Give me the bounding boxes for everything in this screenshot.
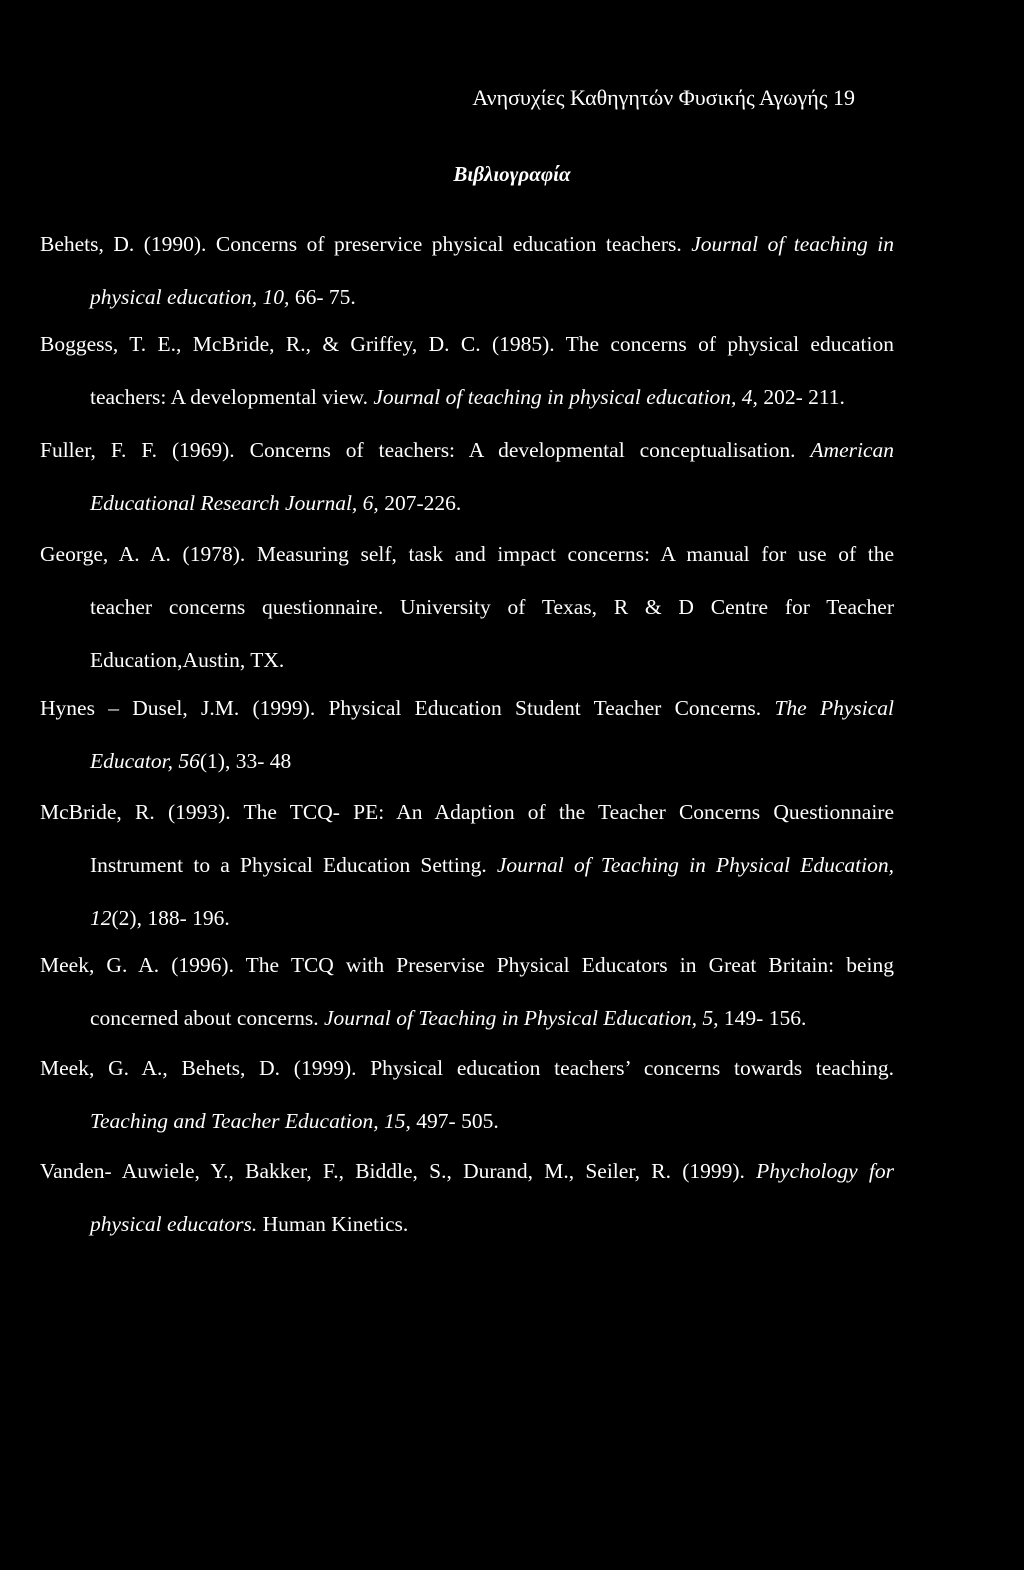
reference-line [42, 218, 894, 271]
reference-line [42, 735, 894, 788]
reference-line [42, 1042, 894, 1095]
reference-journal: Journal of Teaching in Physical Education, [496, 853, 895, 877]
reference-journal: Journal of Teaching in Physical Education, 5, [324, 1006, 719, 1030]
page-header: Ανησυχίες Καθηγητών Φυσικής Αγωγής 19 [472, 85, 855, 110]
reference-journal: The Physical [774, 696, 894, 720]
reference-text: Boggess, T. E., McBride, R., & Griffey, D. C. (1985). The concerns of physical education [40, 332, 894, 356]
reference-text: McBride, R. (1993). The TCQ- PE: An Adaption of the Teacher Concerns Questionnaire [40, 800, 894, 824]
bibliography-title: Βιβλιογραφία [453, 162, 571, 186]
reference-book-title: Phychology for [756, 1159, 894, 1183]
reference-hynes-dusel-1999 [42, 682, 894, 788]
reference-line [42, 318, 894, 371]
reference-text: Meek, G. A., Behets, D. (1999). Physical education teachers’ concerns towards teaching. [40, 1056, 894, 1080]
reference-journal: Teaching and Teacher Education, 15, [90, 1109, 411, 1133]
reference-fuller-1969 [42, 424, 894, 530]
reference-line [42, 634, 894, 687]
reference-journal: Journal of teaching in [691, 232, 894, 256]
reference-line [42, 424, 894, 477]
reference-line [42, 939, 894, 992]
reference-line [42, 581, 894, 634]
reference-line [42, 1145, 894, 1198]
reference-line [42, 992, 894, 1045]
reference-pages: 497- 505. [410, 1109, 499, 1133]
reference-line [42, 892, 894, 945]
reference-pages: (1), 33- 48 [199, 749, 292, 773]
reference-text: George, A. A. (1978). Measuring self, task and impact concerns: A manual for use of the [40, 542, 894, 566]
reference-line [42, 1095, 894, 1148]
reference-text: teacher concerns questionnaire. University of Texas, R & D Centre for Teacher [90, 595, 894, 619]
reference-behets-1990 [42, 218, 894, 324]
reference-text: Education,Austin, TX. [90, 648, 285, 672]
reference-journal: Educational Research Journal, 6, [90, 491, 379, 515]
reference-meek-behets-1999 [42, 1042, 894, 1148]
reference-journal: Educator, 56 [90, 749, 200, 773]
reference-journal: Journal of teaching in physical education, 4, [373, 385, 758, 409]
reference-pages: 207-226. [378, 491, 462, 515]
reference-text: Instrument to a Physical Education Setting. [90, 853, 497, 877]
reference-line [42, 682, 894, 735]
reference-text: Behets, D. (1990). Concerns of preservice physical education teachers. [40, 232, 692, 256]
reference-line [42, 371, 894, 424]
reference-meek-1996 [42, 939, 894, 1045]
reference-line [42, 1198, 894, 1251]
reference-text: Fuller, F. F. (1969). Concerns of teachers: A developmental conceptualisation. [40, 438, 811, 462]
reference-pages: 202- 211. [757, 385, 845, 409]
reference-pages: (2), 188- 196. [111, 906, 230, 930]
reference-journal: 12 [90, 906, 112, 930]
reference-line [42, 786, 894, 839]
reference-line [42, 528, 894, 581]
reference-pages: 66- 75. [289, 285, 356, 309]
reference-text: concerned about concerns. [90, 1006, 325, 1030]
reference-mcbride-1993 [42, 786, 894, 945]
reference-line [42, 839, 894, 892]
reference-line [42, 477, 894, 530]
reference-journal: American [810, 438, 894, 462]
reference-publisher: Human Kinetics. [257, 1212, 409, 1236]
reference-line [42, 271, 894, 324]
reference-pages: 149- 156. [718, 1006, 807, 1030]
reference-text: Hynes – Dusel, J.M. (1999). Physical Education Student Teacher Concerns. [40, 696, 775, 720]
reference-boggess-1985 [42, 318, 894, 424]
reference-vanden-auwiele-1999 [42, 1145, 894, 1251]
reference-text: teachers: A developmental view. [90, 385, 374, 409]
reference-journal: physical education, 10, [90, 285, 290, 309]
reference-text: Vanden- Auwiele, Y., Bakker, F., Biddle, S., Durand, M., Seiler, R. (1999). [40, 1159, 757, 1183]
reference-book-title: physical educators. [90, 1212, 258, 1236]
reference-george-1978 [42, 528, 894, 687]
reference-text: Meek, G. A. (1996). The TCQ with Preservise Physical Educators in Great Britain: being [40, 953, 894, 977]
